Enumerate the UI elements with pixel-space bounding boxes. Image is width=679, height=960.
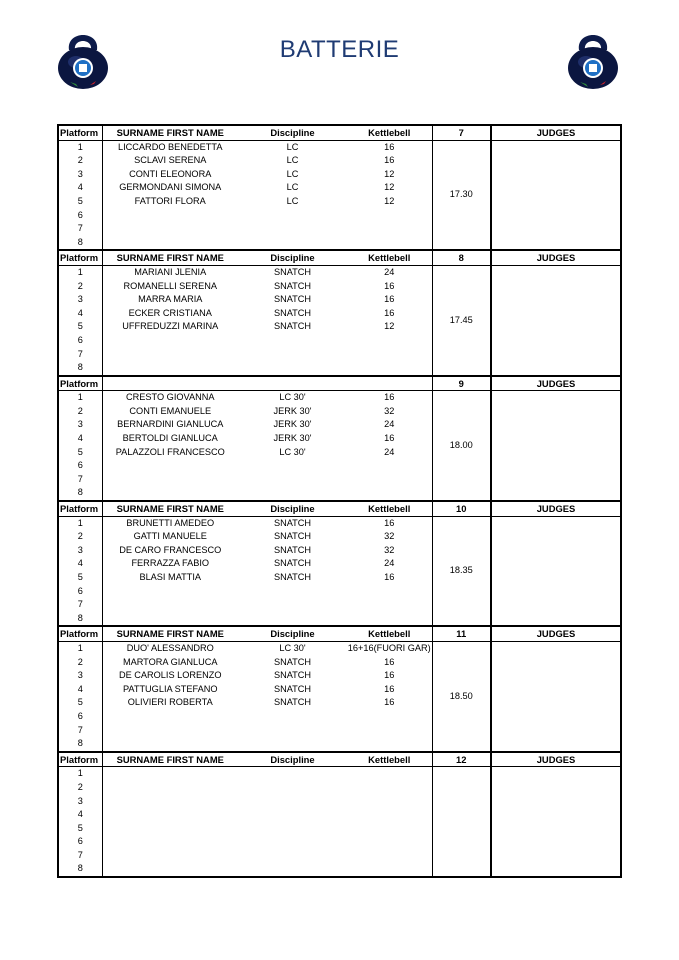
platform-number: 6 [58, 585, 102, 599]
kettlebell-header: Kettlebell [347, 501, 432, 516]
platform-header: Platform [58, 125, 102, 140]
athlete-name [102, 361, 238, 376]
discipline: LC [286, 168, 299, 179]
athlete-name: BRUNETTI AMEDEO [126, 517, 215, 528]
discipline: LC 30' [279, 642, 306, 653]
kettlebell-weight [347, 612, 432, 627]
athlete-name: SCLAVI SERENA [134, 155, 207, 166]
platform-number: 7 [58, 348, 102, 362]
kettlebell-weight [347, 710, 432, 724]
heat-header [58, 626, 621, 641]
platform-number: 7 [58, 849, 102, 863]
athlete-name [102, 710, 238, 724]
athlete-name [102, 598, 238, 612]
kettlebell-weight: 24 [384, 558, 395, 569]
platform-number: 4 [58, 181, 102, 195]
judges-header: JUDGES [491, 626, 621, 641]
platform-header: Platform [58, 626, 102, 641]
kettlebell-weight [347, 486, 432, 501]
discipline: SNATCH [273, 294, 312, 305]
platform-number: 7 [58, 724, 102, 738]
kettlebell-weight [347, 808, 432, 822]
discipline [238, 767, 347, 781]
kettlebell-weight: 12 [384, 182, 395, 193]
kettlebell-weight: 16 [384, 307, 395, 318]
platform-number: 7 [58, 598, 102, 612]
discipline [238, 209, 347, 223]
kettlebell-weight: 16+16(FUORI GAR) [347, 642, 431, 653]
discipline [238, 334, 347, 348]
kettlebell-weight: 24 [384, 419, 395, 430]
athlete-name: MARRA MARIA [138, 294, 203, 305]
heat-number: 7 [432, 125, 491, 140]
table-row [58, 641, 621, 655]
athlete-name [102, 486, 238, 501]
discipline: SNATCH [273, 517, 312, 528]
discipline [238, 612, 347, 627]
name-header [102, 376, 238, 391]
heat-header [58, 250, 621, 265]
discipline [238, 710, 347, 724]
athlete-name [102, 348, 238, 362]
athlete-name: GERMONDANI SIMONA [119, 182, 222, 193]
athlete-name [102, 795, 238, 809]
name-header: SURNAME FIRST NAME [102, 501, 238, 516]
discipline: SNATCH [273, 697, 312, 708]
discipline [238, 598, 347, 612]
kettlebell-weight [347, 737, 432, 752]
discipline: SNATCH [273, 544, 312, 555]
kettlebell-weight [347, 767, 432, 781]
athlete-name [102, 222, 238, 236]
platform-number: 1 [58, 391, 102, 405]
platform-number: 1 [58, 516, 102, 530]
judges-header: JUDGES [491, 250, 621, 265]
discipline [238, 459, 347, 473]
athlete-name [102, 459, 238, 473]
platform-number: 3 [58, 669, 102, 683]
athlete-name [102, 767, 238, 781]
discipline: SNATCH [273, 280, 312, 291]
platform-number: 4 [58, 683, 102, 697]
kettlebell-header [347, 376, 432, 391]
kettlebell-weight [347, 473, 432, 487]
discipline [238, 822, 347, 836]
discipline-header: Discipline [238, 250, 347, 265]
kettlebell-weight: 16 [384, 683, 395, 694]
athlete-name [102, 737, 238, 752]
athlete-name: PALAZZOLI FRANCESCO [115, 446, 225, 457]
athlete-name: PATTUGLIA STEFANO [122, 683, 218, 694]
athlete-name [102, 236, 238, 251]
platform-number: 8 [58, 486, 102, 501]
discipline: LC [286, 141, 299, 152]
platform-number: 8 [58, 737, 102, 752]
kettlebell-weight: 16 [384, 155, 395, 166]
heat-number: 12 [432, 752, 491, 767]
kettlebell-header: Kettlebell [347, 626, 432, 641]
discipline: SNATCH [273, 531, 312, 542]
discipline [238, 795, 347, 809]
platform-number: 1 [58, 140, 102, 154]
heat-number: 10 [432, 501, 491, 516]
discipline: LC 30' [279, 392, 306, 403]
page-title: BATTERIE [279, 36, 400, 63]
discipline: SNATCH [273, 321, 312, 332]
platform-number: 4 [58, 808, 102, 822]
name-header: SURNAME FIRST NAME [102, 250, 238, 265]
heat-time: 18.00 [432, 391, 491, 501]
judges-header: JUDGES [491, 125, 621, 140]
athlete-name [102, 585, 238, 599]
discipline: JERK 30' [273, 433, 312, 444]
heat-number: 11 [432, 626, 491, 641]
platform-number: 1 [58, 641, 102, 655]
athlete-name: FERRAZZA FABIO [131, 558, 210, 569]
kettlebell-weight: 12 [384, 195, 395, 206]
platform-number: 8 [58, 236, 102, 251]
kettlebell-weight: 16 [384, 392, 395, 403]
athlete-name [102, 822, 238, 836]
judges-header: JUDGES [491, 501, 621, 516]
discipline: SNATCH [273, 307, 312, 318]
judges-cell [491, 140, 621, 250]
platform-header: Platform [58, 752, 102, 767]
table-row [58, 391, 621, 405]
table-row [58, 140, 621, 154]
athlete-name [102, 808, 238, 822]
table-row [58, 265, 621, 279]
platform-number: 5 [58, 822, 102, 836]
platform-number: 3 [58, 544, 102, 558]
discipline [238, 862, 347, 877]
platform-number: 7 [58, 222, 102, 236]
discipline-header [238, 376, 347, 391]
heat-number: 9 [432, 376, 491, 391]
judges-header: JUDGES [491, 752, 621, 767]
discipline: LC [286, 195, 299, 206]
heat-header [58, 501, 621, 516]
platform-header: Platform [58, 376, 102, 391]
platform-number: 4 [58, 557, 102, 571]
platform-number: 2 [58, 405, 102, 419]
judges-header: JUDGES [491, 376, 621, 391]
kettlebell-weight [347, 236, 432, 251]
discipline: SNATCH [273, 670, 312, 681]
platform-number: 4 [58, 432, 102, 446]
kettlebell-header: Kettlebell [347, 752, 432, 767]
athlete-name: CONTI ELEONORA [129, 168, 212, 179]
heat-number: 8 [432, 250, 491, 265]
kettlebell-weight [347, 849, 432, 863]
name-header: SURNAME FIRST NAME [102, 125, 238, 140]
kettlebell-weight [347, 862, 432, 877]
discipline: SNATCH [273, 572, 312, 582]
discipline [238, 835, 347, 849]
heats-table [57, 124, 622, 878]
platform-number: 4 [58, 307, 102, 321]
athlete-name: BERTOLDI GIANLUCA [122, 433, 218, 444]
judges-cell [491, 265, 621, 375]
kettlebell-weight [347, 209, 432, 223]
athlete-name [102, 781, 238, 795]
platform-number: 1 [58, 265, 102, 279]
discipline: SNATCH [273, 683, 312, 694]
platform-number: 5 [58, 446, 102, 460]
athlete-name: OLIVIERI ROBERTA [127, 697, 213, 708]
kettlebell-weight: 16 [384, 141, 395, 152]
discipline: JERK 30' [273, 405, 312, 416]
table-row [58, 516, 621, 530]
heat-header [58, 752, 621, 767]
discipline [238, 236, 347, 251]
discipline-header: Discipline [238, 501, 347, 516]
heat-time: 17.45 [432, 265, 491, 375]
platform-number: 5 [58, 696, 102, 710]
athlete-name: UFFREDUZZI MARINA [122, 321, 219, 332]
platform-header: Platform [58, 250, 102, 265]
platform-number: 6 [58, 835, 102, 849]
name-header: SURNAME FIRST NAME [102, 752, 238, 767]
athlete-name: ROMANELLI SERENA [123, 280, 217, 291]
athlete-name: FATTORI FLORA [134, 195, 206, 206]
kettlebell-weight: 32 [384, 544, 395, 555]
discipline-header: Discipline [238, 125, 347, 140]
discipline: LC [286, 155, 299, 166]
platform-number: 5 [58, 571, 102, 585]
platform-number: 6 [58, 459, 102, 473]
athlete-name: MARTORA GIANLUCA [122, 656, 218, 667]
kettlebell-weight: 16 [384, 572, 395, 582]
athlete-name [102, 612, 238, 627]
kettlebell-weight: 16 [384, 433, 395, 444]
athlete-name: BERNARDINI GIANLUCA [117, 419, 224, 430]
platform-number: 7 [58, 473, 102, 487]
kettlebell-weight: 32 [384, 531, 395, 542]
judges-cell [491, 391, 621, 501]
kettlebell-weight [347, 598, 432, 612]
heat-time [432, 767, 491, 877]
kettlebell-weight [347, 334, 432, 348]
discipline [238, 473, 347, 487]
platform-number: 3 [58, 293, 102, 307]
heat-time: 18.50 [432, 641, 491, 751]
kettlebell-weight [347, 348, 432, 362]
discipline [238, 585, 347, 599]
discipline-header: Discipline [238, 626, 347, 641]
platform-number: 8 [58, 612, 102, 627]
platform-number: 5 [58, 195, 102, 209]
heat-time: 17.30 [432, 140, 491, 250]
platform-number: 8 [58, 361, 102, 376]
discipline: SNATCH [273, 656, 312, 667]
discipline [238, 737, 347, 752]
athlete-name: CONTI EMANUELE [129, 405, 212, 416]
platform-header: Platform [58, 501, 102, 516]
discipline [238, 348, 347, 362]
platform-number: 2 [58, 656, 102, 670]
kettlebell-weight: 24 [384, 266, 395, 277]
athlete-name: DE CAROLIS LORENZO [118, 670, 222, 681]
athlete-name [102, 334, 238, 348]
judges-cell [491, 767, 621, 877]
platform-number: 8 [58, 862, 102, 877]
athlete-name: MARIANI JLENIA [134, 266, 207, 277]
platform-number: 6 [58, 710, 102, 724]
platform-number: 3 [58, 168, 102, 182]
platform-number: 5 [58, 320, 102, 334]
kettlebell-weight: 16 [384, 656, 395, 667]
judges-cell [491, 641, 621, 751]
athlete-name [102, 849, 238, 863]
platform-number: 6 [58, 334, 102, 348]
kettlebell-weight [347, 459, 432, 473]
kettlebell-weight [347, 795, 432, 809]
kettlebell-weight [347, 822, 432, 836]
kettlebell-weight: 16 [384, 697, 395, 708]
kettlebell-weight [347, 585, 432, 599]
kettlebell-weight [347, 361, 432, 376]
discipline-header: Discipline [238, 752, 347, 767]
platform-number: 2 [58, 280, 102, 294]
kettlebell-header: Kettlebell [347, 250, 432, 265]
discipline [238, 486, 347, 501]
kettlebell-weight [347, 835, 432, 849]
kettlebell-weight: 16 [384, 517, 395, 528]
athlete-name: DUO' ALESSANDRO [126, 642, 214, 653]
kettlebell-weight [347, 724, 432, 738]
heat-time: 18.35 [432, 516, 491, 626]
discipline [238, 724, 347, 738]
kettlebell-weight: 24 [384, 446, 395, 457]
discipline: SNATCH [273, 558, 312, 569]
kettlebell-weight: 16 [384, 294, 395, 305]
discipline: SNATCH [273, 266, 312, 277]
kettlebell-weight [347, 222, 432, 236]
kettlebell-weight: 12 [384, 168, 395, 179]
athlete-name [102, 835, 238, 849]
discipline [238, 781, 347, 795]
platform-number: 3 [58, 795, 102, 809]
name-header: SURNAME FIRST NAME [102, 626, 238, 641]
platform-number: 2 [58, 154, 102, 168]
kettlebell-weight: 32 [384, 405, 395, 416]
athlete-name: LICCARDO BENEDETTA [118, 141, 223, 152]
athlete-name [102, 473, 238, 487]
judges-cell [491, 516, 621, 626]
platform-number: 6 [58, 209, 102, 223]
athlete-name: GATTI MANUELE [133, 531, 207, 542]
platform-number: 3 [58, 418, 102, 432]
heat-header [58, 376, 621, 391]
athlete-name: ECKER CRISTIANA [128, 307, 212, 318]
athlete-name: DE CARO FRANCESCO [119, 544, 222, 555]
discipline [238, 849, 347, 863]
platform-number: 1 [58, 767, 102, 781]
heat-header [58, 125, 621, 140]
athlete-name [102, 209, 238, 223]
discipline [238, 808, 347, 822]
athlete-name: BLASI MATTIA [139, 572, 202, 582]
athlete-name [102, 862, 238, 877]
table-row [58, 767, 621, 781]
kettlebell-weight: 16 [384, 670, 395, 681]
kettlebell-weight: 16 [384, 280, 395, 291]
platform-number: 2 [58, 530, 102, 544]
discipline: LC [286, 182, 299, 193]
discipline [238, 361, 347, 376]
platform-number: 2 [58, 781, 102, 795]
athlete-name [102, 724, 238, 738]
kettlebell-header: Kettlebell [347, 125, 432, 140]
kettlebell-weight [347, 781, 432, 795]
athlete-name: CRESTO GIOVANNA [126, 392, 215, 403]
discipline: JERK 30' [273, 419, 312, 430]
kettlebell-weight: 12 [384, 321, 395, 332]
discipline: LC 30' [279, 446, 306, 457]
discipline [238, 222, 347, 236]
